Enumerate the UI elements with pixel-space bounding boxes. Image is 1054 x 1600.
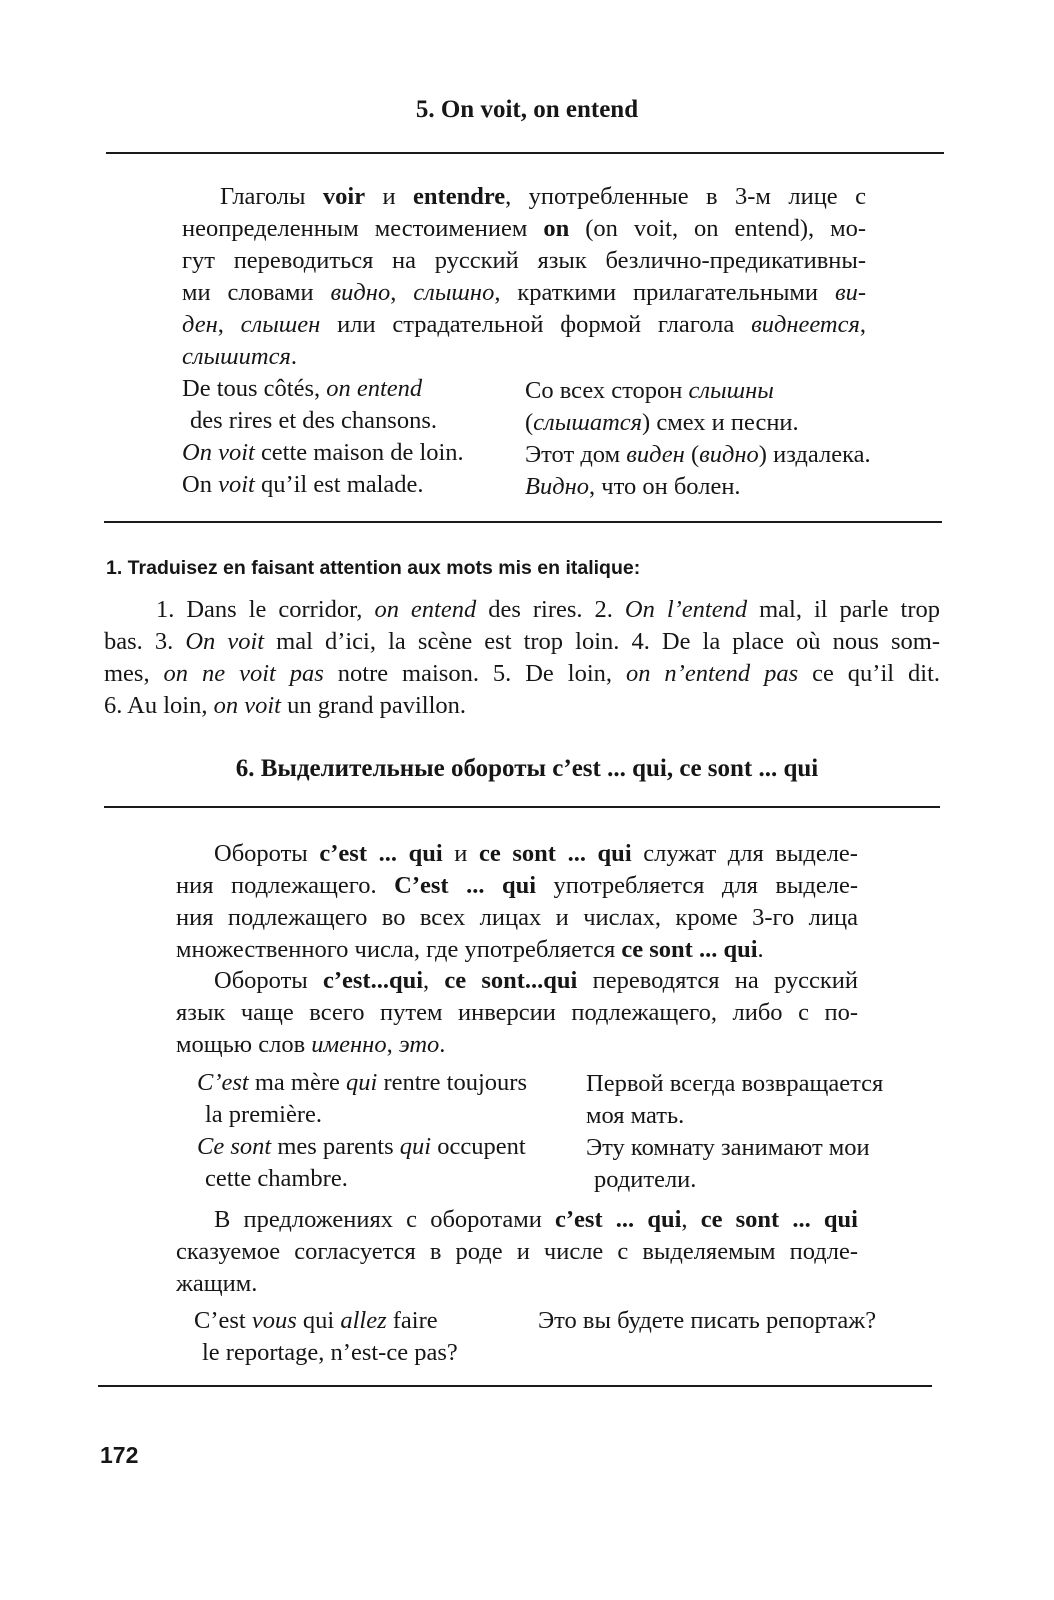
example-line: (слышатся) смех и песни. — [525, 409, 799, 436]
text-line: Обороты c’est...qui, ce sont...qui переводятся на русский — [214, 967, 858, 994]
example-line: des rires et des chansons. — [190, 407, 437, 434]
text-line: сказуемое согласуется в роде и числе с выделяемым подле- — [176, 1238, 858, 1265]
text-line: язык чаще всего путем инверсии подлежащего, либо с по- — [176, 999, 858, 1026]
page-number: 172 — [100, 1442, 139, 1468]
text-line: мощью слов именно, это. — [176, 1031, 446, 1058]
text-line: ден, слышен или страдательной формой глагола виднеется, — [182, 311, 867, 338]
text-line: Глаголы voir и entendre, употребленные в 3-м лице с — [220, 183, 866, 210]
text-line: ния подлежащего. C’est ... qui употребляется для выделе- — [176, 872, 858, 899]
section-6-top-rule — [104, 806, 940, 808]
exercise-heading: 1. Traduisez en faisant attention aux mots mis en italique: — [106, 557, 641, 579]
section-5-heading: 5. On voit, on entend — [415, 96, 639, 123]
text-line: 6. Au loin, on voit un grand pavillon. — [104, 692, 467, 719]
text-line: 1. Dans le corridor, on entend des rires. 2. On l’entend mal, il parle trop — [156, 596, 940, 623]
text-line: гут переводиться на русский язык безлично-предикативны- — [182, 247, 866, 274]
section-5-top-rule — [106, 152, 944, 154]
section-5-examples-russian — [525, 375, 871, 503]
example-line: Со всех сторон слышны — [525, 377, 774, 404]
example-line: Эту комнату занимают мои — [586, 1134, 870, 1161]
section-6-paragraph-2 — [176, 965, 858, 1061]
example-line: On voit qu’il est malade. — [182, 471, 424, 498]
section-6-examples-french — [197, 1067, 527, 1195]
section-6-paragraph-1 — [176, 838, 858, 966]
example-line: C’est ma mère qui rentre toujours — [197, 1069, 527, 1096]
section-6-examples-2-russian — [538, 1305, 876, 1337]
section-5-examples-french — [182, 373, 464, 501]
section-6-examples-russian — [586, 1068, 883, 1196]
text-line: bas. 3. On voit mal d’ici, la scène est trop loin. 4. De la place où nous som- — [104, 628, 940, 655]
text-line: жащим. — [176, 1270, 258, 1297]
example-line: Первой всегда возвращается — [586, 1070, 884, 1097]
section-5-bottom-rule — [104, 521, 942, 523]
exercise-text — [104, 594, 940, 722]
section-6-heading: 6. Выделительные обороты c’est ... qui, ce sont ... qui — [235, 755, 819, 782]
example-line: cette chambre. — [205, 1165, 348, 1192]
text-line: Обороты c’est ... qui и ce sont ... qui служат для выделе- — [214, 840, 858, 867]
text-line: ми словами видно, слышно, краткими прилагательными ви- — [182, 279, 867, 306]
example-line: Ce sont mes parents qui occupent — [197, 1133, 526, 1160]
example-line: C’est vous qui allez faire — [194, 1307, 438, 1334]
text-line: ния подлежащего во всех лицах и числах, кроме 3-го лица — [176, 904, 858, 931]
section-5-rule-text — [182, 181, 866, 373]
section-6-bottom-rule — [98, 1385, 932, 1387]
text-line: неопределенным местоимением on (on voit, on entend), мо- — [182, 215, 866, 242]
text-line: слышится. — [182, 343, 297, 370]
example-line: родители. — [594, 1166, 697, 1193]
example-line: la première. — [205, 1101, 322, 1128]
text-line: mes, on ne voit pas notre maison. 5. De loin, on n’entend pas ce qu’il dit. — [104, 660, 941, 687]
text-line: В предложениях с оборотами c’est ... qui, ce sont ... qui — [214, 1206, 858, 1233]
example-line: De tous côtés, on entend — [182, 375, 423, 402]
text-line: множественного числа, где употребляется ce sont ... qui. — [176, 936, 764, 963]
example-line: Видно, что он болен. — [525, 473, 741, 500]
example-line: Это вы будете писать репортаж? — [538, 1307, 877, 1334]
example-line: Этот дом виден (видно) издалека. — [525, 441, 871, 468]
example-line: On voit cette maison de loin. — [182, 439, 464, 466]
section-6-paragraph-3 — [176, 1204, 858, 1300]
example-line: le reportage, n’est-ce pas? — [202, 1339, 458, 1366]
example-line: моя мать. — [586, 1102, 685, 1129]
section-6-examples-2-french — [194, 1305, 458, 1369]
